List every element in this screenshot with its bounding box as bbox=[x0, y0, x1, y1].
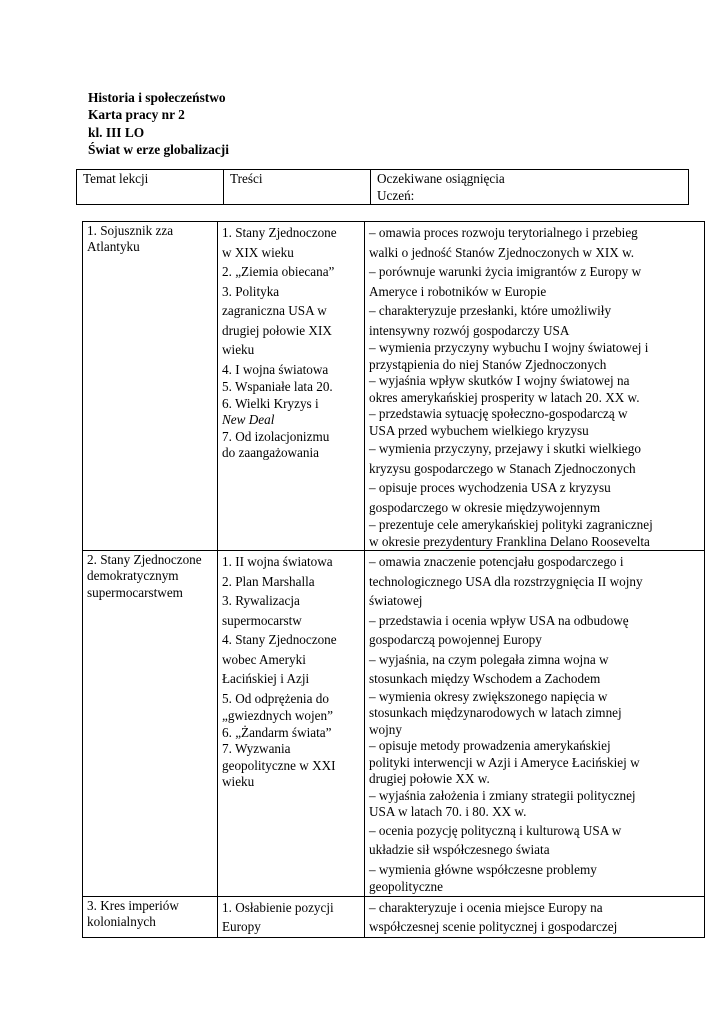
outcome-line: USA w latach 70. i 80. XX w. bbox=[369, 804, 527, 819]
outcome-line: drugiej połowie XX w. bbox=[369, 771, 490, 786]
outcome-line: stosunkach między Wschodem a Zachodem bbox=[369, 671, 601, 686]
outcome-line: – wyjaśnia, na czym polegała zimna wojna w bbox=[369, 651, 609, 667]
lesson-topic: 3. Kres imperiów kolonialnych bbox=[87, 897, 179, 929]
content-item: wobec Ameryki bbox=[222, 651, 306, 667]
content-item: geopolityczne w XXI bbox=[222, 757, 336, 773]
content-item: 4. I wojna światowa bbox=[222, 361, 329, 377]
outcome-line: wojny bbox=[369, 721, 402, 737]
lesson-contents-cell bbox=[218, 896, 365, 937]
lesson-topic: 1. Sojusznik zza Atlantyku bbox=[87, 223, 174, 255]
content-item: New Deal bbox=[222, 412, 275, 427]
outcome-line: – wymienia przyczyny, przejawy i skutki wielkiego bbox=[369, 441, 641, 456]
outcome-line: walki o jedność Stanów Zjednoczonych w XIX w. bbox=[369, 244, 635, 260]
outcome-line: układzie sił współczesnego świata bbox=[369, 842, 550, 857]
content-item: w XIX wieku bbox=[222, 244, 294, 260]
content-item: supermocarstw bbox=[222, 612, 302, 628]
content-item: 1. II wojna światowa bbox=[222, 554, 333, 569]
outcome-line: stosunkach międzynarodowych w latach zimnej bbox=[369, 705, 622, 720]
header-student: Uczeń: bbox=[377, 187, 415, 203]
class-level: kl. III LO bbox=[88, 124, 145, 140]
topic-title: Świat w erze globalizacji bbox=[88, 141, 229, 157]
lesson-topic-cell bbox=[83, 896, 218, 937]
outcome-line: kryzysu gospodarczego w Stanach Zjednoczonych bbox=[369, 460, 636, 476]
curriculum-table bbox=[82, 221, 705, 938]
outcome-line: – wyjaśnia wpływ skutków I wojny światowej na bbox=[369, 373, 630, 388]
content-item: „gwiezdnych wojen” bbox=[222, 708, 333, 723]
outcome-line: światowej bbox=[369, 593, 423, 608]
content-item: Europy bbox=[222, 919, 261, 934]
outcome-line: – wymienia główne współczesne problemy bbox=[369, 861, 597, 877]
outcome-line: – wyjaśnia założenia i zmiany strategii politycznej bbox=[369, 787, 636, 803]
column-header-table bbox=[76, 169, 689, 205]
content-item: wieku bbox=[222, 342, 255, 357]
document-title-block bbox=[88, 89, 229, 158]
worksheet-number: Karta pracy nr 2 bbox=[88, 107, 185, 123]
outcome-line: współczesnej scenie politycznej i gospodarczej bbox=[369, 919, 618, 934]
content-item: zagraniczna USA w bbox=[222, 303, 327, 318]
lesson-topic-cell bbox=[83, 222, 218, 551]
table-row bbox=[83, 896, 705, 937]
content-item: 4. Stany Zjednoczone bbox=[222, 632, 337, 647]
content-item: do zaangażowania bbox=[222, 445, 320, 460]
header-outcomes: Oczekiwane osiągnięcia bbox=[377, 171, 505, 186]
subject-title: Historia i społeczeństwo bbox=[88, 90, 226, 105]
outcome-line: gospodarczą powojennej Europy bbox=[369, 632, 542, 647]
outcome-line: USA przed wybuchem wielkiego kryzysu bbox=[369, 422, 589, 438]
content-item: drugiej połowie XIX bbox=[222, 322, 332, 338]
outcome-line: – charakteryzuje przesłanki, które umożliwiły bbox=[369, 303, 612, 318]
content-item: 7. Od izolacjonizmu bbox=[222, 428, 330, 444]
outcome-line: geopolityczne bbox=[369, 879, 443, 894]
outcome-line: przystąpienia do niej Stanów Zjednoczonych bbox=[369, 356, 607, 372]
outcome-line: – opisuje metody prowadzenia amerykańskiej bbox=[369, 738, 611, 753]
content-item: 5. Wspaniałe lata 20. bbox=[222, 379, 333, 394]
outcome-line: – ocenia pozycję polityczną i kulturową USA w bbox=[369, 822, 622, 838]
outcome-line: – wymienia okresy zwiększonego napięcia w bbox=[369, 688, 608, 704]
content-item: 5. Od odprężenia do bbox=[222, 690, 329, 706]
content-item: 6. „Żandarm świata” bbox=[222, 724, 332, 740]
header-topic: Temat lekcji bbox=[83, 171, 149, 186]
content-item: 3. Rywalizacja bbox=[222, 593, 300, 608]
outcome-line: – porównuje warunki życia imigrantów z Europy w bbox=[369, 264, 642, 279]
table-row bbox=[83, 222, 705, 551]
content-item: 1. Stany Zjednoczone bbox=[222, 225, 337, 240]
outcome-line: w okresie prezydentury Franklina Delano Roosevelta bbox=[369, 533, 650, 549]
outcome-line: Ameryce i robotników w Europie bbox=[369, 283, 547, 299]
outcome-line: – opisuje proces wychodzenia USA z kryzysu bbox=[369, 480, 611, 495]
lesson-outcomes-cell bbox=[365, 551, 705, 897]
outcome-line: – omawia znaczenie potencjału gospodarczego i bbox=[369, 554, 624, 569]
content-item: 2. Plan Marshalla bbox=[222, 573, 315, 589]
table-row bbox=[83, 551, 705, 897]
content-item: 6. Wielki Kryzys i bbox=[222, 395, 319, 411]
content-item: 7. Wyzwania bbox=[222, 741, 291, 756]
header-topic-cell bbox=[77, 170, 224, 205]
lesson-contents-cell bbox=[218, 222, 365, 551]
content-item: 3. Polityka bbox=[222, 283, 280, 299]
outcome-line: – przedstawia sytuację społeczno-gospodarczą w bbox=[369, 406, 628, 421]
content-item: Łacińskiej i Azji bbox=[222, 671, 310, 686]
content-item: 1. Osłabienie pozycji bbox=[222, 899, 334, 915]
lesson-topic: 2. Stany Zjednoczone demokratycznym supermocarstwem bbox=[87, 552, 202, 600]
outcome-line: – przedstawia i ocenia wpływ USA na odbudowę bbox=[369, 612, 629, 628]
outcome-line: – wymienia przyczyny wybuchu I wojny światowej i bbox=[369, 340, 649, 355]
header-content: Treści bbox=[230, 171, 263, 186]
outcome-line: – omawia proces rozwoju terytorialnego i przebieg bbox=[369, 225, 638, 240]
lesson-outcomes-cell bbox=[365, 222, 705, 551]
outcome-line: intensywny rozwój gospodarczy USA bbox=[369, 322, 570, 338]
lesson-topic-cell bbox=[83, 551, 218, 897]
content-item: 2. „Ziemia obiecana” bbox=[222, 264, 335, 279]
outcome-line: okres amerykańskiej prosperity w latach 20. XX w. bbox=[369, 389, 640, 405]
header-content-cell bbox=[224, 170, 371, 205]
header-outcomes-cell bbox=[371, 170, 689, 205]
outcome-line: – charakteryzuje i ocenia miejsce Europy na bbox=[369, 899, 603, 915]
lesson-contents-cell bbox=[218, 551, 365, 897]
outcome-line: – prezentuje cele amerykańskiej polityki zagranicznej bbox=[369, 517, 653, 532]
outcome-line: polityki interwencji w Azji i Ameryce Łacińskiej w bbox=[369, 754, 640, 770]
content-item: wieku bbox=[222, 774, 255, 789]
lesson-outcomes-cell bbox=[365, 896, 705, 937]
outcome-line: gospodarczego w okresie międzywojennym bbox=[369, 499, 601, 515]
outcome-line: technologicznego USA dla rozstrzygnięcia II wojny bbox=[369, 573, 643, 589]
